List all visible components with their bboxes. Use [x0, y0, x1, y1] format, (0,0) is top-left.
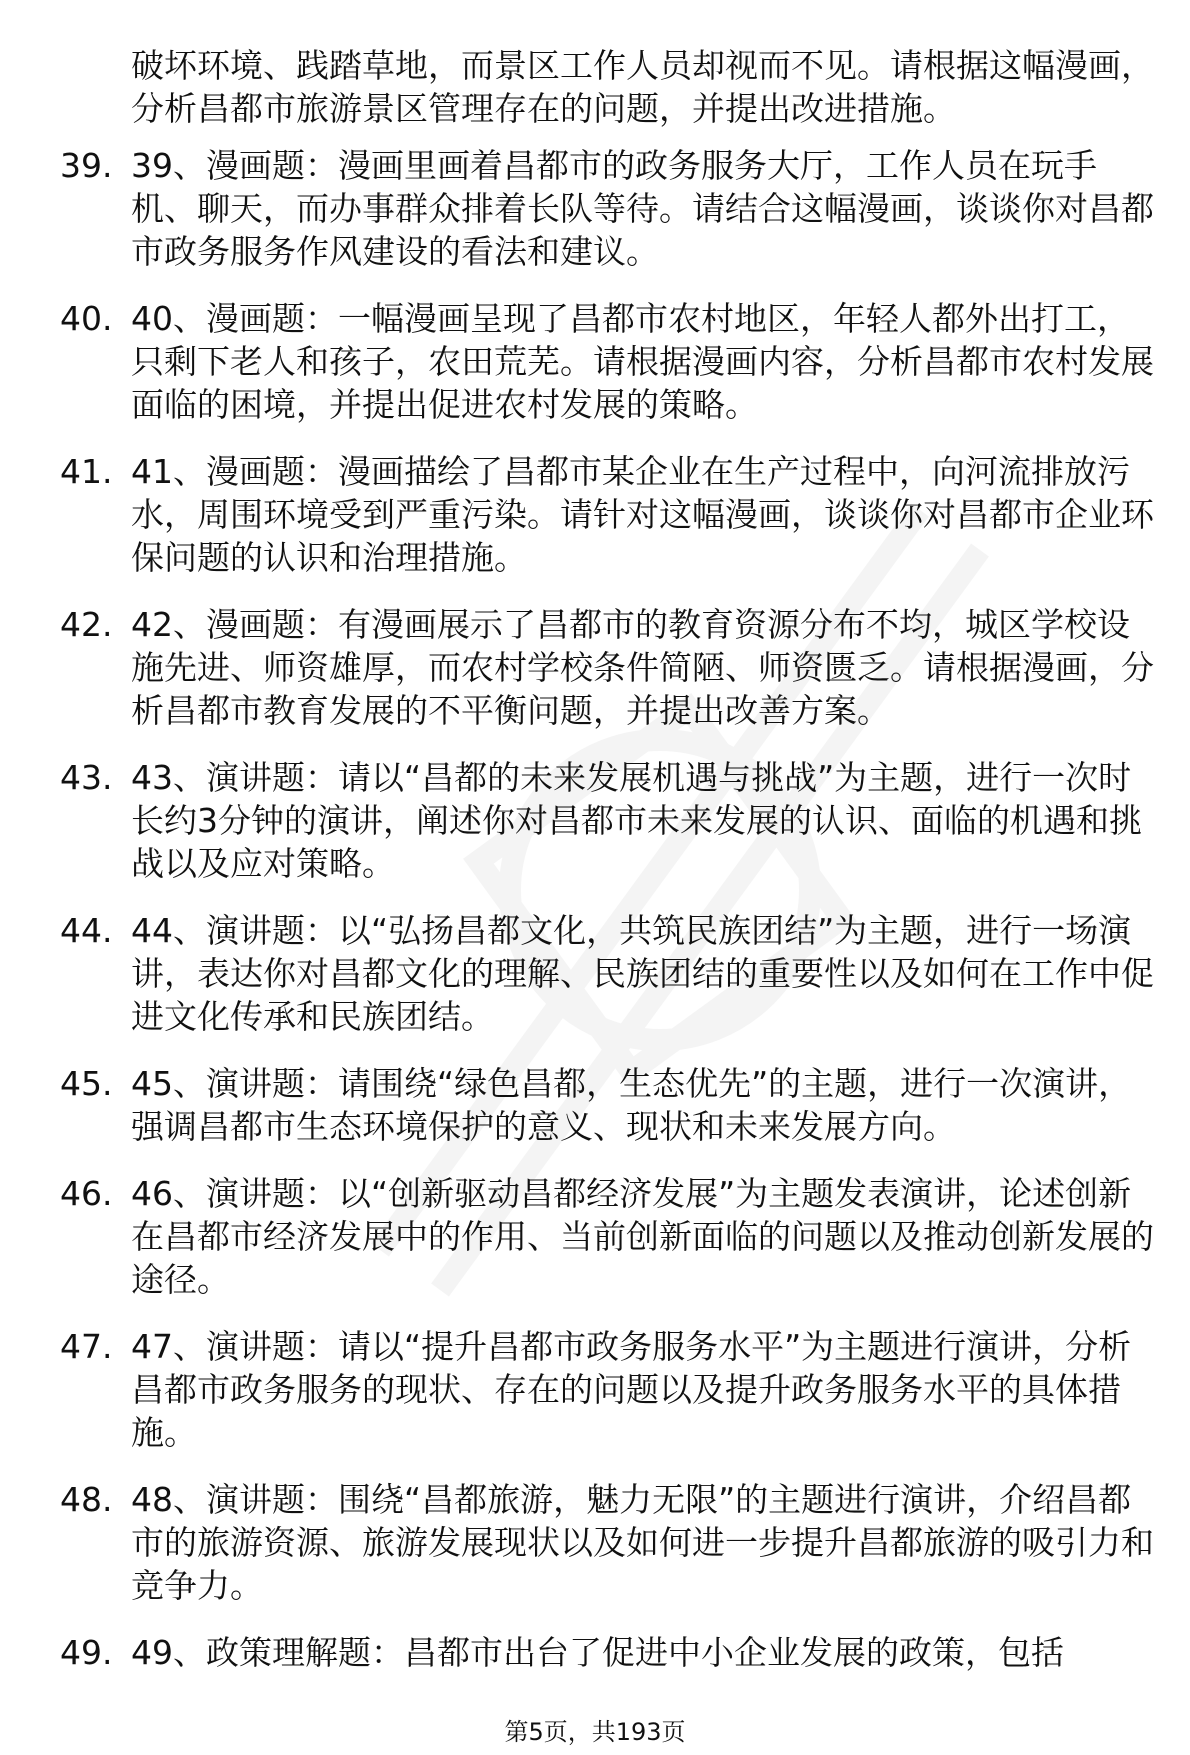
question-item	[0, 756, 1190, 885]
question-item	[0, 1172, 1190, 1301]
question-item	[0, 1062, 1190, 1148]
question-text: 39、漫画题：漫画里画着昌都市的政务服务大厅，工作人员在玩手机、聊天，而办事群众排着长队等待。请结合这幅漫画，谈谈你对昌都市政务服务作风建设的看法和建议。	[131, 146, 1154, 271]
question-number: 43.	[60, 758, 113, 797]
question-item	[0, 1478, 1190, 1607]
question-text: 44、演讲题：以“弘扬昌都文化，共筑民族团结”为主题，进行一场演讲，表达你对昌都文化的理解、民族团结的重要性以及如何在工作中促进文化传承和民族团结。	[131, 911, 1154, 1036]
question-number: 48.	[60, 1480, 113, 1519]
question-text: 45、演讲题：请围绕“绿色昌都，生态优先”的主题，进行一次演讲，强调昌都市生态环境保护的意义、现状和未来发展方向。	[131, 1064, 1132, 1146]
question-number: 46.	[60, 1174, 113, 1213]
page-number-footer: 第5页，共193页	[504, 1718, 686, 1746]
question-text: 42、漫画题：有漫画展示了昌都市的教育资源分布不均，城区学校设施先进、师资雄厚，而农村学校条件简陋、师资匮乏。请根据漫画，分析昌都市教育发展的不平衡问题，并提出改善方案。	[131, 605, 1154, 730]
question-number: 39.	[60, 146, 113, 185]
continued-question-text: 破坏环境、践踏草地，而景区工作人员却视而不见。请根据这幅漫画，分析昌都市旅游景区管理存在的问题，并提出改进措施。	[131, 46, 1154, 128]
question-item	[0, 1631, 1190, 1674]
question-text: 43、演讲题：请以“昌都的未来发展机遇与挑战”为主题，进行一次时长约3分钟的演讲，阐述你对昌都市未来发展的认识、面临的机遇和挑战以及应对策略。	[131, 758, 1142, 883]
question-item	[0, 909, 1190, 1038]
question-list	[0, 144, 1190, 1674]
question-item	[0, 450, 1190, 579]
question-number: 40.	[60, 299, 113, 338]
question-text: 49、政策理解题：昌都市出台了促进中小企业发展的政策，包括	[131, 1633, 1064, 1672]
question-number: 41.	[60, 452, 113, 491]
question-number: 44.	[60, 911, 113, 950]
question-text: 41、漫画题：漫画描绘了昌都市某企业在生产过程中，向河流排放污水，周围环境受到严重污染。请针对这幅漫画，谈谈你对昌都市企业环保问题的认识和治理措施。	[131, 452, 1154, 577]
question-item	[0, 603, 1190, 732]
question-item	[0, 144, 1190, 273]
question-number: 42.	[60, 605, 113, 644]
question-text: 48、演讲题：围绕“昌都旅游，魅力无限”的主题进行演讲，介绍昌都市的旅游资源、旅游发展现状以及如何进一步提升昌都旅游的吸引力和竞争力。	[131, 1480, 1154, 1605]
question-item	[0, 297, 1190, 426]
question-number: 45.	[60, 1064, 113, 1103]
document-body	[0, 44, 1190, 1698]
question-number: 47.	[60, 1327, 113, 1366]
question-item	[0, 1325, 1190, 1454]
question-text: 47、演讲题：请以“提升昌都市政务服务水平”为主题进行演讲，分析昌都市政务服务的现状、存在的问题以及提升政务服务水平的具体措施。	[131, 1327, 1132, 1452]
question-number: 49.	[60, 1633, 113, 1672]
question-text: 40、漫画题：一幅漫画呈现了昌都市农村地区，年轻人都外出打工，只剩下老人和孩子，农田荒芜。请根据漫画内容，分析昌都市农村发展面临的困境，并提出促进农村发展的策略。	[131, 299, 1154, 424]
question-text: 46、演讲题：以“创新驱动昌都经济发展”为主题发表演讲，论述创新在昌都市经济发展中的作用、当前创新面临的问题以及推动创新发展的途径。	[131, 1174, 1154, 1299]
